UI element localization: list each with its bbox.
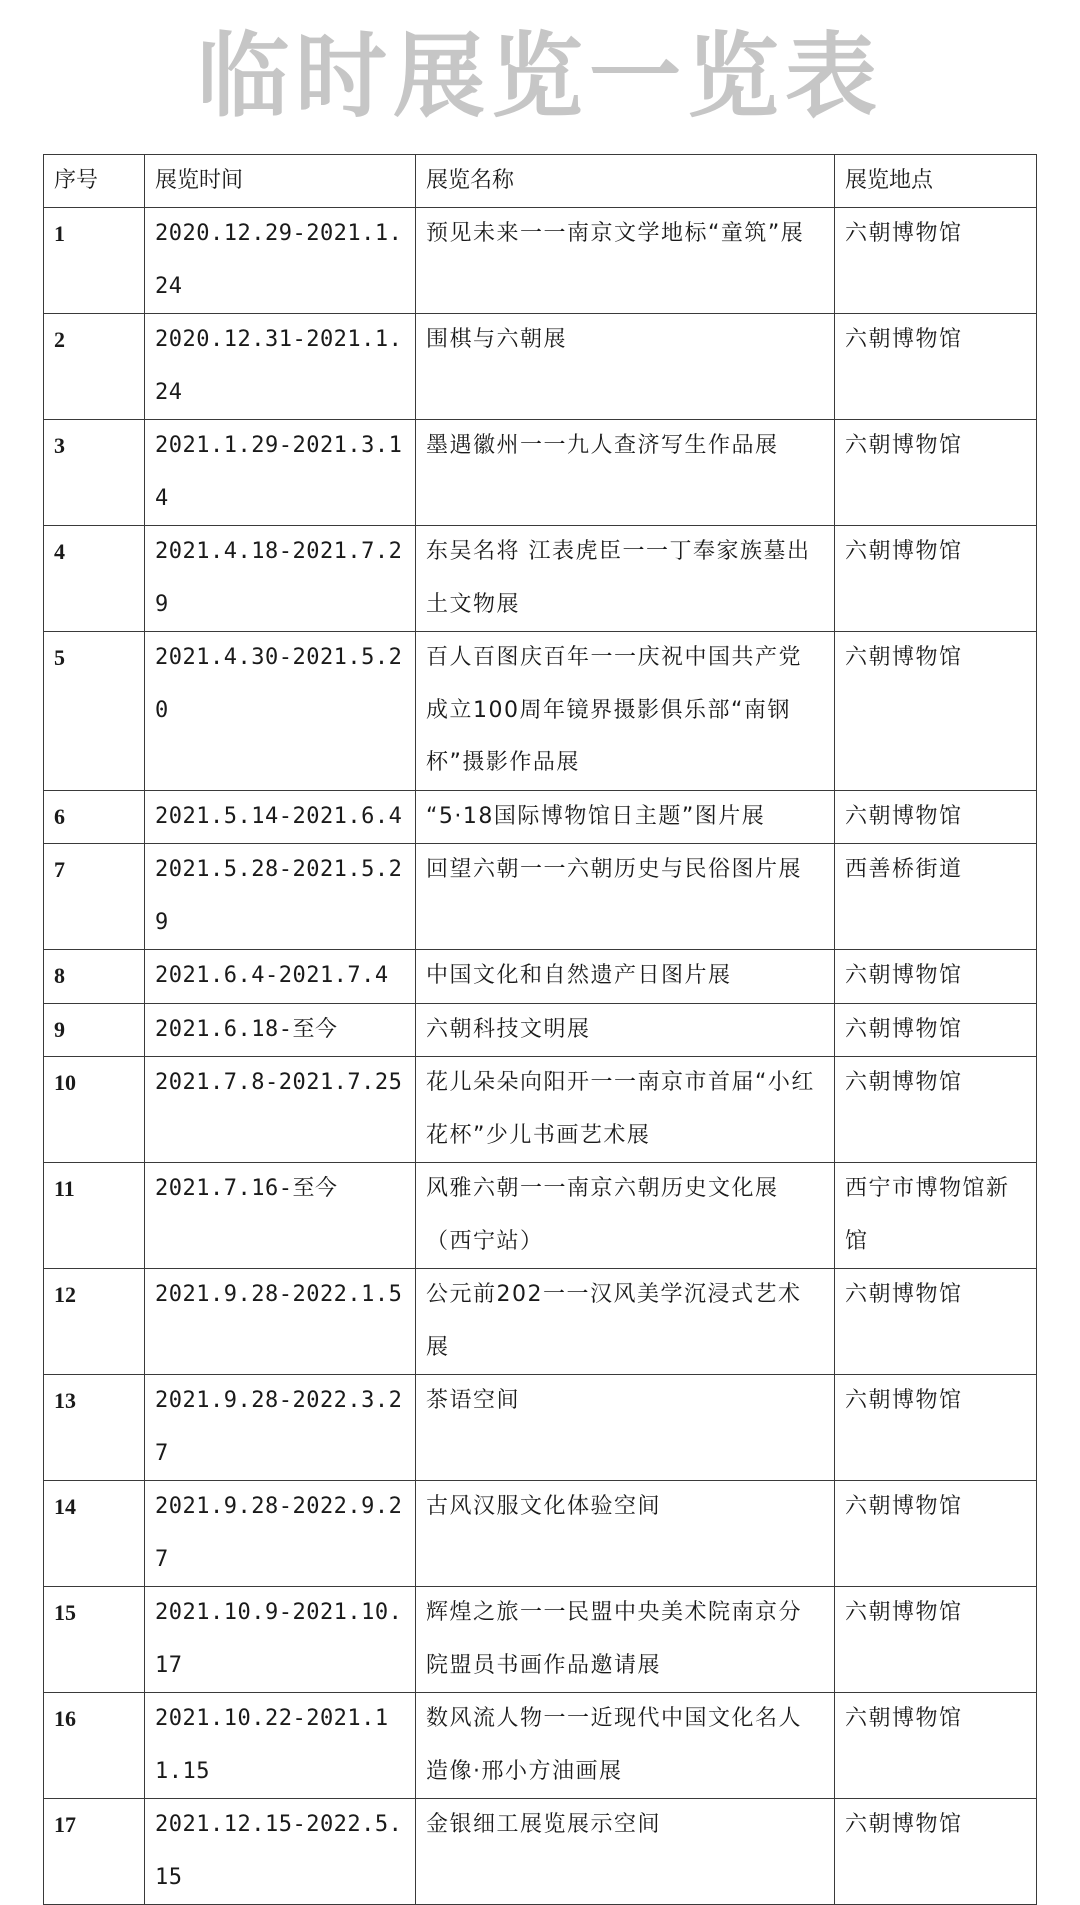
cell-venue: 六朝博物馆	[835, 208, 1037, 314]
cell-exhibition-name: 墨遇徽州一一九人查济写生作品展	[416, 420, 835, 526]
cell-exhibition-name: 辉煌之旅一一民盟中央美术院南京分院盟员书画作品邀请展	[416, 1587, 835, 1693]
cell-date: 2021.7.8-2021.7.25	[145, 1057, 416, 1163]
table-row	[44, 1163, 1037, 1269]
cell-number: 5	[44, 632, 145, 791]
cell-venue: 六朝博物馆	[835, 526, 1037, 632]
header-place: 展览地点	[835, 155, 1037, 208]
table-row	[44, 314, 1037, 420]
cell-number: 2	[44, 314, 145, 420]
cell-date: 2021.10.9-2021.10.17	[145, 1587, 416, 1693]
table-row	[44, 790, 1037, 844]
cell-number: 4	[44, 526, 145, 632]
cell-exhibition-name: 预见未来一一南京文学地标“童筑”展	[416, 208, 835, 314]
table-header-row	[44, 155, 1037, 208]
cell-number: 9	[44, 1003, 145, 1057]
table-row	[44, 1003, 1037, 1057]
cell-number: 8	[44, 950, 145, 1004]
cell-venue: 六朝博物馆	[835, 1057, 1037, 1163]
cell-exhibition-name: 金银细工展览展示空间	[416, 1799, 835, 1905]
cell-date: 2021.6.18-至今	[145, 1003, 416, 1057]
header-name: 展览名称	[416, 155, 835, 208]
cell-date: 2021.10.22-2021.11.15	[145, 1693, 416, 1799]
cell-venue: 六朝博物馆	[835, 790, 1037, 844]
cell-number: 15	[44, 1587, 145, 1693]
cell-exhibition-name: “5·18国际博物馆日主题”图片展	[416, 790, 835, 844]
cell-exhibition-name: 古风汉服文化体验空间	[416, 1481, 835, 1587]
cell-venue: 六朝博物馆	[835, 1693, 1037, 1799]
table-row	[44, 1481, 1037, 1587]
cell-exhibition-name: 围棋与六朝展	[416, 314, 835, 420]
table-body	[44, 155, 1037, 1905]
cell-number: 17	[44, 1799, 145, 1905]
table-row	[44, 1799, 1037, 1905]
table-row	[44, 632, 1037, 791]
page-title: 临时展览一览表	[196, 23, 883, 130]
cell-venue: 六朝博物馆	[835, 632, 1037, 791]
cell-date: 2021.6.4-2021.7.4	[145, 950, 416, 1004]
cell-venue: 六朝博物馆	[835, 1375, 1037, 1481]
cell-number: 3	[44, 420, 145, 526]
cell-date: 2021.9.28-2022.9.27	[145, 1481, 416, 1587]
cell-number: 1	[44, 208, 145, 314]
header-date: 展览时间	[145, 155, 416, 208]
cell-venue: 六朝博物馆	[835, 950, 1037, 1004]
cell-exhibition-name: 东吴名将 江表虎臣一一丁奉家族墓出土文物展	[416, 526, 835, 632]
cell-number: 10	[44, 1057, 145, 1163]
cell-venue: 六朝博物馆	[835, 1269, 1037, 1375]
cell-date: 2021.4.18-2021.7.29	[145, 526, 416, 632]
header-no: 序号	[44, 155, 145, 208]
cell-venue: 六朝博物馆	[835, 1481, 1037, 1587]
cell-date: 2021.7.16-至今	[145, 1163, 416, 1269]
table-row	[44, 844, 1037, 950]
cell-date: 2021.1.29-2021.3.14	[145, 420, 416, 526]
cell-date: 2021.4.30-2021.5.20	[145, 632, 416, 791]
cell-exhibition-name: 数风流人物一一近现代中国文化名人造像·邢小方油画展	[416, 1693, 835, 1799]
exhibition-table	[43, 154, 1037, 1905]
cell-date: 2021.5.14-2021.6.4	[145, 790, 416, 844]
cell-number: 6	[44, 790, 145, 844]
table-row	[44, 1693, 1037, 1799]
table-row	[44, 526, 1037, 632]
table-row	[44, 950, 1037, 1004]
cell-number: 13	[44, 1375, 145, 1481]
cell-venue: 西宁市博物馆新馆	[835, 1163, 1037, 1269]
cell-number: 12	[44, 1269, 145, 1375]
cell-venue: 六朝博物馆	[835, 1587, 1037, 1693]
cell-exhibition-name: 花儿朵朵向阳开一一南京市首届“小红花杯”少儿书画艺术展	[416, 1057, 835, 1163]
cell-date: 2021.9.28-2022.1.5	[145, 1269, 416, 1375]
cell-number: 16	[44, 1693, 145, 1799]
table-row	[44, 208, 1037, 314]
table-row	[44, 1269, 1037, 1375]
table-row	[44, 1057, 1037, 1163]
cell-date: 2021.12.15-2022.5.15	[145, 1799, 416, 1905]
cell-exhibition-name: 茶语空间	[416, 1375, 835, 1481]
cell-venue: 西善桥街道	[835, 844, 1037, 950]
cell-exhibition-name: 风雅六朝一一南京六朝历史文化展（西宁站）	[416, 1163, 835, 1269]
cell-venue: 六朝博物馆	[835, 1799, 1037, 1905]
cell-date: 2021.5.28-2021.5.29	[145, 844, 416, 950]
cell-exhibition-name: 回望六朝一一六朝历史与民俗图片展	[416, 844, 835, 950]
cell-exhibition-name: 公元前202一一汉风美学沉浸式艺术展	[416, 1269, 835, 1375]
cell-venue: 六朝博物馆	[835, 314, 1037, 420]
cell-date: 2020.12.29-2021.1.24	[145, 208, 416, 314]
cell-exhibition-name: 百人百图庆百年一一庆祝中国共产党成立100周年镜界摄影俱乐部“南钢杯”摄影作品展	[416, 632, 835, 791]
cell-venue: 六朝博物馆	[835, 1003, 1037, 1057]
cell-number: 7	[44, 844, 145, 950]
cell-exhibition-name: 六朝科技文明展	[416, 1003, 835, 1057]
table-row	[44, 1587, 1037, 1693]
cell-number: 11	[44, 1163, 145, 1269]
cell-date: 2020.12.31-2021.1.24	[145, 314, 416, 420]
table-row	[44, 420, 1037, 526]
cell-venue: 六朝博物馆	[835, 420, 1037, 526]
cell-number: 14	[44, 1481, 145, 1587]
cell-date: 2021.9.28-2022.3.27	[145, 1375, 416, 1481]
table-row	[44, 1375, 1037, 1481]
cell-exhibition-name: 中国文化和自然遗产日图片展	[416, 950, 835, 1004]
